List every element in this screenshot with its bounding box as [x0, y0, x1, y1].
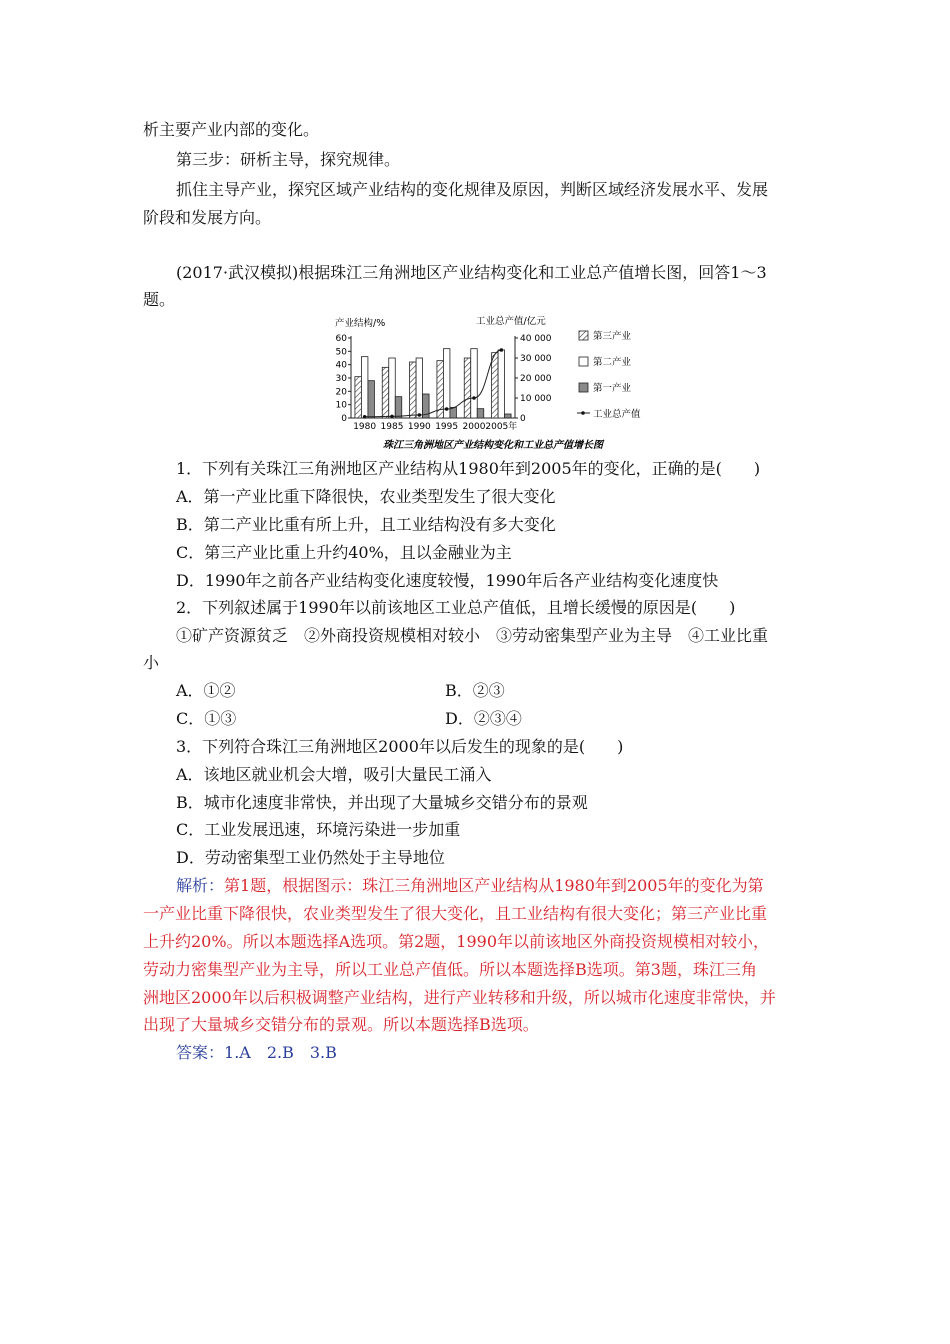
- legend-label: 第二产业: [593, 357, 632, 368]
- intro-line-2: 第三步：研析主导，探究规律。: [176, 150, 401, 169]
- q3-option-c: C．工业发展迅速，环境污染进一步加重: [176, 820, 461, 839]
- bar: [416, 358, 423, 418]
- q1-option-c: C．第三产业比重上升约40%，且以金融业为主: [176, 543, 512, 562]
- right-tick-label: 20 000: [520, 374, 552, 384]
- bar: [355, 377, 362, 418]
- left-tick-label: 50: [335, 347, 347, 358]
- x-tick-label: 1985: [380, 422, 404, 432]
- chart-plot-area: [336, 334, 552, 432]
- output-value-point: [445, 407, 449, 411]
- q2-option-d: D．②③④: [445, 709, 522, 728]
- right-tick-label: 0: [520, 414, 526, 424]
- analysis-line-5: 洲地区2000年以后积极调整产业结构，进行产业转移和升级，所以城市化速度非常快，并: [143, 988, 776, 1007]
- legend-label: 第一产业: [593, 383, 632, 394]
- bar: [382, 367, 389, 418]
- bar: [498, 350, 505, 418]
- q2-stem: 2．下列叙述属于1990年以前该地区工业总产值低，且增长缓慢的原因是( ): [176, 598, 736, 617]
- intro-line-4: 阶段和发展方向。: [143, 208, 272, 227]
- q1-option-b: B．第二产业比重有所上升，且工业结构没有多大变化: [176, 515, 556, 534]
- answer-line: [176, 1043, 337, 1063]
- chart-right-axis-label: 工业总产值/亿元: [476, 316, 546, 327]
- legend-swatch: [579, 357, 588, 366]
- chart-title: 珠江三角洲地区产业结构变化和工业总产值增长图: [383, 440, 603, 451]
- bar: [505, 414, 512, 418]
- q3-stem: 3．下列符合珠江三角洲地区2000年以后发生的现象的是( ): [176, 737, 624, 756]
- bar: [361, 357, 368, 418]
- left-tick-label: 40: [335, 360, 347, 371]
- analysis-line-1: [176, 876, 764, 896]
- intro-line-3: 抓住主导产业，探究区域产业结构的变化规律及原因，判断区域经济发展水平、发展: [176, 180, 769, 199]
- x-tick-label: 1980: [353, 422, 377, 432]
- analysis-label: 解析：: [176, 876, 225, 895]
- answer-label: 答案：: [176, 1043, 225, 1062]
- bar: [492, 353, 499, 418]
- x-tick-label: 1995: [435, 422, 459, 432]
- legend-line-marker: [581, 411, 585, 415]
- legend-swatch: [579, 331, 588, 340]
- q2-items-line-2: 小: [143, 653, 160, 672]
- right-tick-label: 10 000: [520, 394, 552, 404]
- q3-option-d: D．劳动密集型工业仍然处于主导地位: [176, 848, 445, 867]
- chart-legend: [577, 330, 641, 420]
- bar: [395, 397, 402, 418]
- bar: [368, 381, 375, 418]
- left-tick-label: 30: [335, 374, 347, 384]
- analysis-line-4: 劳动力密集型产业为主导，所以工业总产值低。所以本题选择B选项。第3题，珠江三角: [143, 960, 757, 979]
- q2-items-line-1: ①矿产资源贫乏 ②外商投资规模相对较小 ③劳动密集型产业为主导 ④工业比重: [176, 626, 769, 645]
- right-tick-label: 30 000: [520, 354, 552, 364]
- legend-label: 第三产业: [593, 331, 632, 342]
- x-tick-label: 1990: [407, 422, 431, 432]
- legend-label: 工业总产值: [593, 409, 641, 420]
- analysis-line-3: 上升约20%。所以本题选择A选项。第2题，1990年以前该地区外商投资规模相对较小，: [143, 932, 770, 951]
- x-tick-label: 2005年: [485, 422, 518, 432]
- q1-option-d: D．1990年之前各产业结构变化速度较慢，1990年后各产业结构变化速度快: [176, 571, 719, 590]
- analysis-line-6: 出现了大量城乡交错分布的景观。所以本题选择B选项。: [143, 1015, 539, 1034]
- bar: [389, 358, 396, 418]
- bar: [477, 409, 484, 418]
- legend-swatch: [579, 383, 588, 392]
- output-value-point: [472, 396, 476, 400]
- bar: [471, 349, 478, 418]
- left-tick-label: 20: [335, 387, 347, 398]
- output-value-point: [500, 348, 504, 352]
- x-tick-label: 2000: [462, 422, 486, 432]
- bar: [410, 362, 417, 418]
- left-tick-label: 60: [335, 334, 347, 344]
- q3-option-b: B．城市化速度非常快，并出现了大量城乡交错分布的景观: [176, 793, 588, 812]
- output-value-point: [390, 415, 394, 419]
- right-tick-label: 40 000: [520, 334, 552, 344]
- industry-structure-chart: [333, 312, 653, 454]
- q2-option-b: B．②③: [445, 681, 505, 700]
- left-tick-label: 0: [341, 414, 347, 424]
- intro-line-1: 析主要产业内部的变化。: [143, 120, 320, 139]
- q1-stem: 1．下列有关珠江三角洲地区产业结构从1980年到2005年的变化，正确的是( ): [176, 459, 761, 478]
- answer-text: 1.A 2.B 3.B: [224, 1043, 337, 1062]
- question-stem-line-2: 题。: [143, 290, 176, 309]
- analysis-text-1: 第1题，根据图示：珠江三角洲地区产业结构从1980年到2005年的变化为第: [224, 876, 764, 895]
- output-value-point: [363, 415, 367, 419]
- q1-option-a: A．第一产业比重下降很快，农业类型发生了很大变化: [176, 487, 556, 506]
- left-tick-label: 10: [335, 400, 347, 411]
- q2-option-a: A．①②: [176, 681, 236, 700]
- analysis-line-2: 一产业比重下降很快，农业类型发生了很大变化，且工业结构有很大变化；第三产业比重: [143, 904, 768, 923]
- q3-option-a: A．该地区就业机会大增，吸引大量民工涌入: [176, 765, 492, 784]
- output-value-point: [418, 413, 422, 417]
- question-stem-line-1: (2017·武汉模拟)根据珠江三角洲地区产业结构变化和工业总产值增长图，回答1～3: [176, 263, 767, 282]
- bar: [464, 358, 471, 418]
- q2-option-c: C．①③: [176, 709, 237, 728]
- chart-left-axis-label: 产业结构/%: [335, 318, 386, 329]
